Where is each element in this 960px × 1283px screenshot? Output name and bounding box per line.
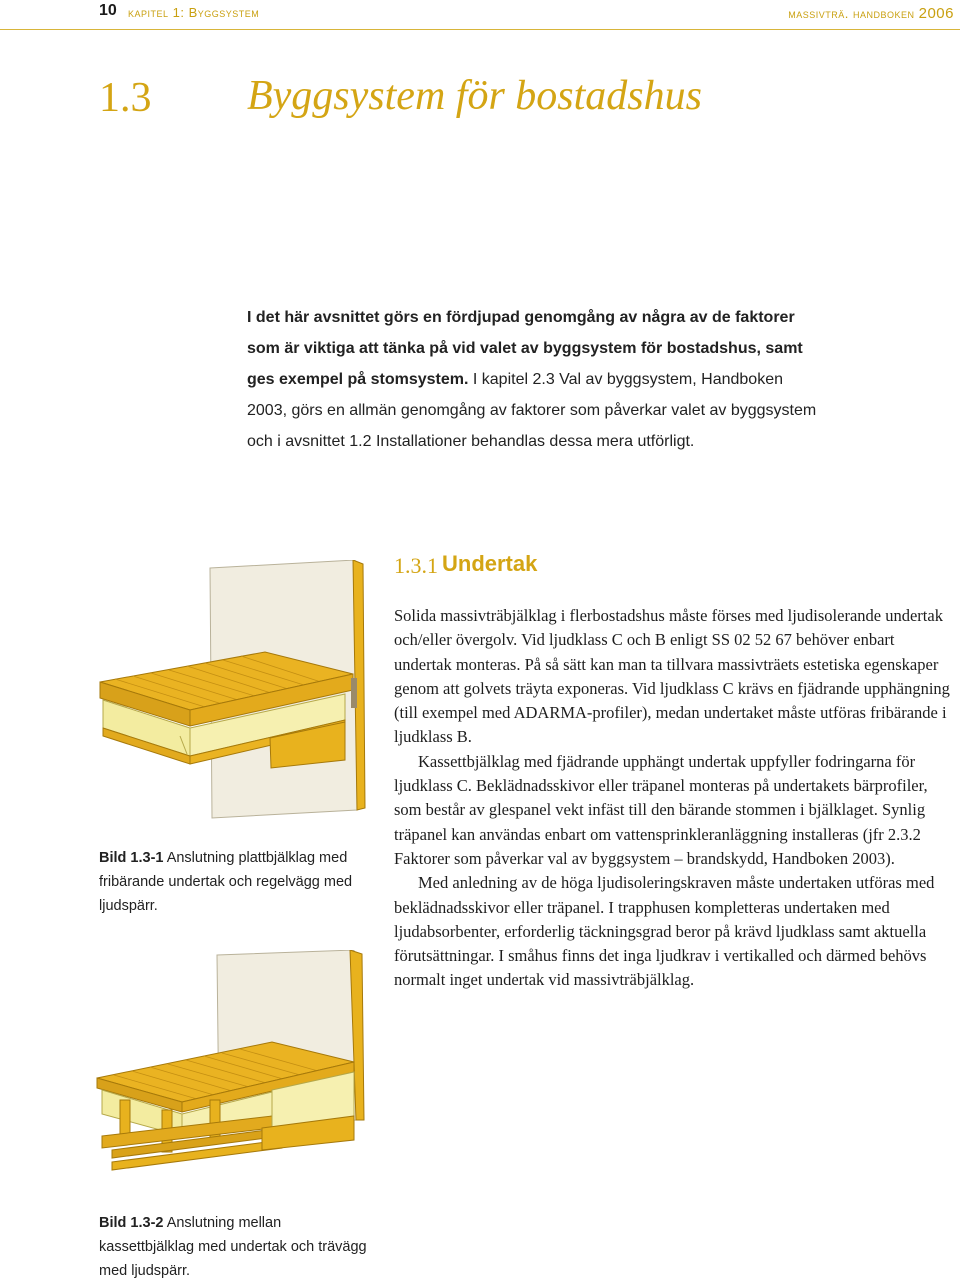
figure-2-caption-text: Anslutning mellan kassettbjälklag med undertak och trävägg med ljudspärr. [99,1215,367,1279]
intro-rest: I kapitel 2.3 Val av byggsystem, Handboken 2003, görs en allmän genomgång av faktorer som påverkar valet av byggsystem och i avsnittet 1.2 Installationer behandlas dessa mera utförligt. [247,371,817,450]
body-paragraph-1: Solida massivträbjälklag i flerbostadshus måste förses med ljudisolerande undertak och/eller övergolv. Vid ljudklass C och B enligt SS 02 52 67 behöver enbart undertak monteras. På så sätt kan man ta tillvara massivträets estetiska egenskaper genom att golvets träyta exponeras. Vid ljudklass C krävs en fjädrande upphängning (till exempel med ADARMA-profiler), medan undertaket måste utföras fribärande i ljudklass B. [394,606,950,747]
section-title: Byggsystem för bostadshus [247,73,702,119]
chapter-label: kapitel 1: Byggsystem [128,5,260,20]
figure-2-caption [99,1211,379,1283]
intro-lead: I det här avsnittet görs en fördjupad genomgång av några av de faktorer som är viktiga att tänka på vid valet av byggsystem för bostadshus, samt ges exempel på stomsystem. [247,309,803,388]
body-paragraph-3: Med anledning av de höga ljudisoleringskraven måste undertaken utföras med beklädnadsskivor eller träpanel. I trapphusen kompletteras undertaken med ljudabsorbenter, erforderlig täckningsgrad beror på krävd ljudklass samt aktuella förutsättningar. I småhus finns det inga ljudkrav i vertikalled och därmed behövs normalt inget undertak vid massivträbjälklag. [394,873,935,990]
intro-paragraph [247,302,827,457]
subsection-title: Undertak [442,551,538,576]
figure-1-caption [99,846,379,918]
publication-name: massivträ. handboken [788,6,915,21]
subsection-number: 1.3.1 [394,553,438,578]
body-text [394,604,956,993]
section-number: 1.3 [99,75,152,121]
publication-label [788,5,954,22]
figure-1-label: Bild 1.3-1 [99,850,164,866]
page-number: 10 [99,2,117,19]
publication-year: 2006 [918,5,954,22]
figure-2-illustration [92,950,367,1195]
body-paragraph-2: Kassettbjälklag med fjädrande upphängt undertak uppfyller fodringarna för ljudklass C. Beklädnadsskivor eller träpanel monteras på undertakets bärprofiler, som består av glespanel vekt infäst till den bärande stommen i bjälklaget. Synlig träpanel kan användas enbart om vattensprinkleranläggning installeras (jfr 2.3.2 Faktorer som påverkar val av byggsystem – brandskydd, Handboken 2003). [394,751,928,868]
figure-1-illustration [95,560,375,830]
running-header [0,0,960,30]
header-rule [0,29,960,30]
figure-1-caption-text: Anslutning plattbjälklag med fribärande undertak och regelvägg med ljudspärr. [99,850,353,914]
figure-2-label: Bild 1.3-2 [99,1215,164,1231]
